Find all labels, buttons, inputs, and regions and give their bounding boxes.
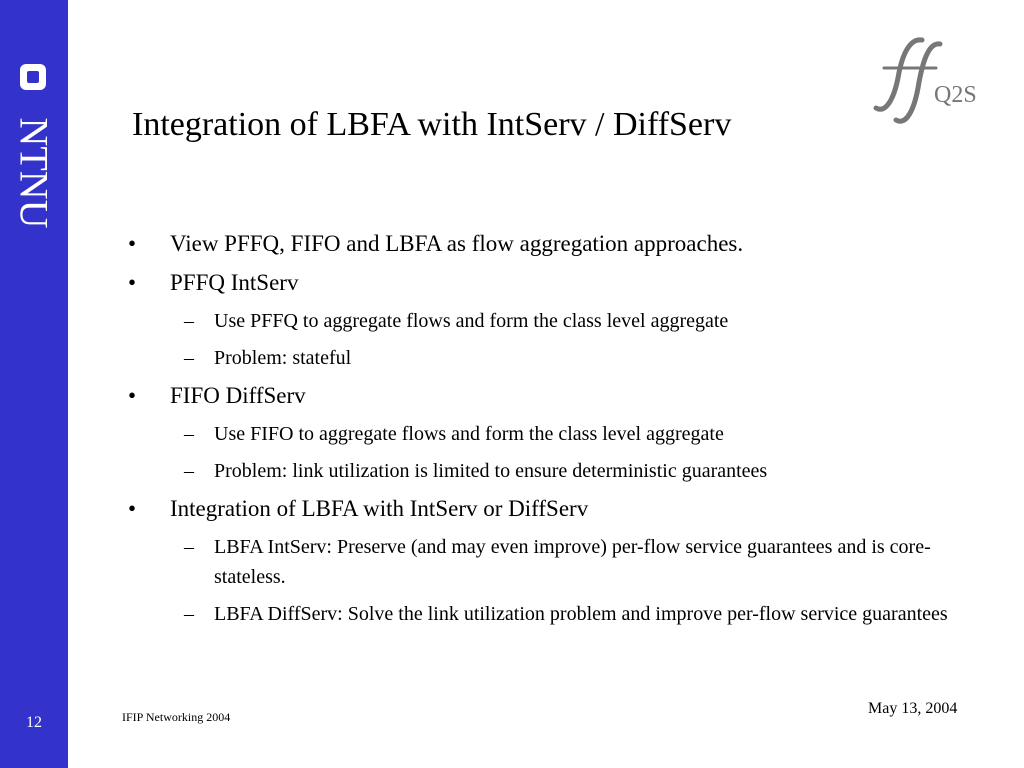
bullet-mark: • xyxy=(128,496,137,521)
bullet-mark: • xyxy=(128,231,137,256)
bullet-mark: • xyxy=(128,383,137,408)
sub-bullet-text: Problem: link utilization is limited to ensure deterministic guarantees xyxy=(214,460,768,482)
footer-event: IFIP Networking 2004 xyxy=(122,710,231,724)
sub-bullet-text: LBFA DiffServ: Solve the link utilization problem and improve per-flow service guarantees xyxy=(214,603,948,625)
q2s-logo xyxy=(866,28,996,136)
sub-bullet-item xyxy=(128,456,978,486)
sub-bullet-text: LBFA IntServ: Preserve (and may even improve) per-flow service guarantees and is core-stateless. xyxy=(214,536,931,588)
slide-number: 12 xyxy=(26,714,42,731)
sub-bullet-text: Use PFFQ to aggregate flows and form the class level aggregate xyxy=(214,310,729,332)
dash-mark: – xyxy=(184,347,194,369)
sub-bullet-text: Use FIFO to aggregate flows and form the class level aggregate xyxy=(214,423,724,445)
bullet-text: FIFO DiffServ xyxy=(170,383,306,408)
sidebar xyxy=(0,0,68,768)
bullet-item xyxy=(128,267,978,298)
bullet-mark: • xyxy=(128,270,137,295)
ntnu-wordmark-text: NTNU xyxy=(12,117,56,229)
bullet-item xyxy=(128,228,978,259)
sub-bullet-item xyxy=(128,599,978,629)
dash-mark: – xyxy=(184,460,194,482)
sub-bullet-item xyxy=(128,419,978,449)
bullet-list xyxy=(128,228,978,636)
q2s-text: Q2S xyxy=(934,82,977,108)
dash-mark: – xyxy=(184,536,194,558)
dash-mark: – xyxy=(184,310,194,332)
sub-bullet-text: Problem: stateful xyxy=(214,347,352,369)
slide-title: Integration of LBFA with IntServ / DiffServ xyxy=(132,106,732,143)
bullet-item xyxy=(128,493,978,524)
sub-bullet-item xyxy=(128,532,978,592)
bullet-text: Integration of LBFA with IntServ or DiffServ xyxy=(170,496,589,521)
ntnu-logo-icon xyxy=(20,64,46,90)
ff-glyph-icon xyxy=(876,40,940,121)
dash-mark: – xyxy=(184,423,194,445)
footer-date: May 13, 2004 xyxy=(868,700,958,717)
sub-bullet-item xyxy=(128,343,978,373)
dash-mark: – xyxy=(184,603,194,625)
bullet-item xyxy=(128,380,978,411)
ntnu-wordmark xyxy=(12,98,56,248)
sub-bullet-item xyxy=(128,306,978,336)
bullet-text: View PFFQ, FIFO and LBFA as flow aggregation approaches. xyxy=(170,231,744,256)
bullet-text: PFFQ IntServ xyxy=(170,270,299,295)
